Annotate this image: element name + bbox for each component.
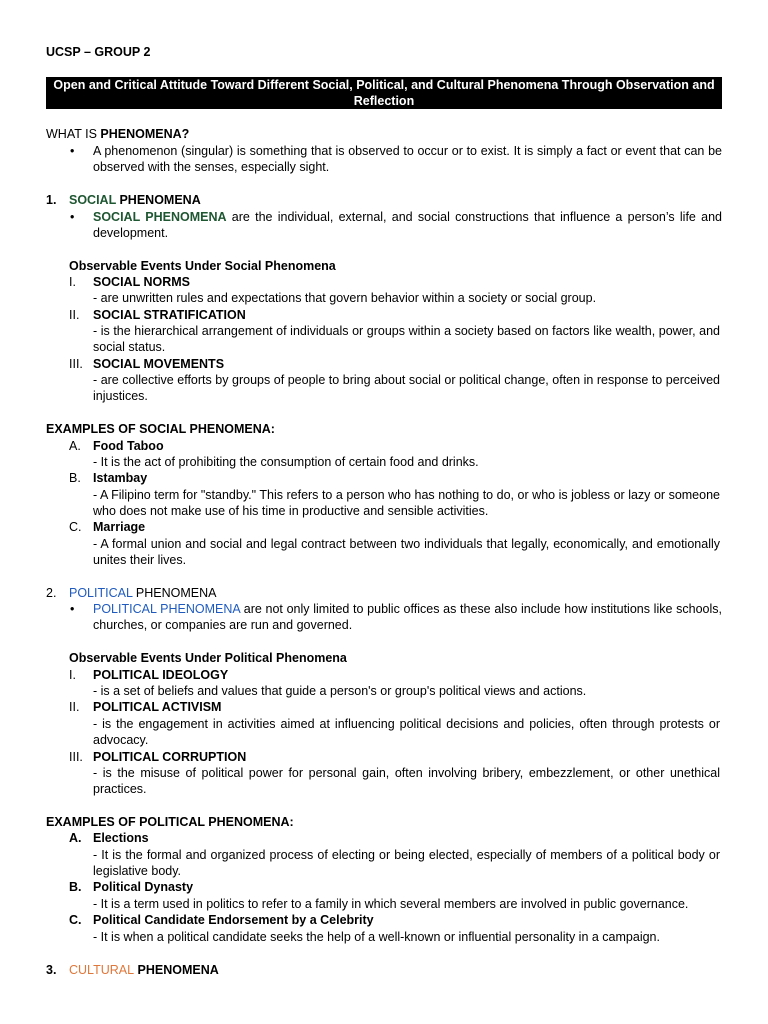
item-letter: A. <box>69 831 82 845</box>
cultural-colored-word: CULTURAL <box>69 963 135 977</box>
item-title: Political Dynasty <box>93 880 194 894</box>
political-event-item <box>46 699 722 715</box>
item-number: I. <box>69 275 76 289</box>
bullet-dot: • <box>70 144 75 158</box>
item-title: POLITICAL CORRUPTION <box>93 750 247 764</box>
item-letter: B. <box>69 471 81 485</box>
social-example-item <box>46 470 722 486</box>
item-number: III. <box>69 750 83 764</box>
social-example-item <box>46 438 722 454</box>
social-term: SOCIAL PHENOMENA <box>93 210 227 224</box>
item-description: - is the engagement in activities aimed at influencing political decisions and policies, often through protests or advocacy. <box>93 717 720 748</box>
item-description: - It is the formal and organized process of electing or being elected, especially of members of a political body or legislative body. <box>93 848 720 879</box>
item-letter: A. <box>69 439 81 453</box>
political-section-heading <box>46 585 722 601</box>
political-example-item <box>46 830 722 846</box>
what-is-heading <box>46 126 722 142</box>
political-example-item <box>46 912 722 928</box>
item-description: - A Filipino term for "standby." This refers to a person who has nothing to do, or who is jobless or lazy or someone who does not make use of his time in productive and sensible activities. <box>93 488 720 519</box>
item-title: Marriage <box>93 520 146 534</box>
section-heading-rest: PHENOMENA <box>116 193 201 207</box>
item-letter: C. <box>69 913 82 927</box>
social-bullet <box>46 209 722 242</box>
item-letter: C. <box>69 520 82 534</box>
item-description: - It is a term used in politics to refer to a family in which several members are involved in public governance. <box>93 897 689 911</box>
section-number: 1. <box>46 193 57 207</box>
social-section-heading <box>46 192 722 208</box>
item-title: SOCIAL MOVEMENTS <box>93 357 225 371</box>
what-is-prefix: WHAT IS <box>46 127 101 141</box>
item-title: POLITICAL ACTIVISM <box>93 700 222 714</box>
item-title: Elections <box>93 831 149 845</box>
item-title: SOCIAL NORMS <box>93 275 190 289</box>
social-bullet-text: are the individual, external, and social constructions that influence a person’s life and development. <box>93 210 722 241</box>
title-bar: Open and Critical Attitude Toward Different Social, Political, and Cultural Phenomena Through Observation and Reflection <box>46 77 722 109</box>
section-heading-rest: PHENOMENA <box>134 963 219 977</box>
political-colored-word: POLITICAL <box>69 586 133 600</box>
definition-bullet <box>46 143 722 176</box>
section-number: 3. <box>46 963 57 977</box>
item-number: II. <box>69 700 80 714</box>
item-number: II. <box>69 308 80 322</box>
bullet-dot: • <box>70 210 75 224</box>
cultural-section-heading <box>46 962 722 978</box>
item-description: - A formal union and social and legal contract between two individuals that legally, economically, and emotionally unites their lives. <box>93 537 720 568</box>
what-is-word: PHENOMENA <box>100 127 182 141</box>
item-description: - It is the act of prohibiting the consumption of certain food and drinks. <box>93 455 479 469</box>
political-bullet-text: are not only limited to public offices as these also include how institutions like schools, churches, or companies are run and governed. <box>93 602 723 633</box>
item-number: I. <box>69 668 76 682</box>
political-term: POLITICAL PHENOMENA <box>93 602 241 616</box>
political-example-item <box>46 879 722 895</box>
item-description: - It is when a political candidate seeks the help of a well-known or influential personality in a campaign. <box>93 930 660 944</box>
item-description: - is a set of beliefs and values that guide a person's or group's political views and actions. <box>93 684 587 698</box>
political-event-item <box>46 749 722 765</box>
what-is-suffix: ? <box>181 127 190 141</box>
item-number: III. <box>69 357 83 371</box>
social-colored-word: SOCIAL <box>69 193 116 207</box>
political-examples-heading: EXAMPLES OF POLITICAL PHENOMENA: <box>46 815 294 829</box>
bullet-dot: • <box>70 602 75 616</box>
item-letter: B. <box>69 880 82 894</box>
section-number: 2. <box>46 586 57 600</box>
item-description: - is the misuse of political power for personal gain, often involving bribery, embezzlement, or other unethical practices. <box>93 766 720 797</box>
item-description: - are collective efforts by groups of people to bring about social or political change, often in response to perceived injustices. <box>93 373 720 404</box>
political-event-item <box>46 667 722 683</box>
item-description: - is the hierarchical arrangement of individuals or groups within a society based on factors like wealth, power, and social status. <box>93 324 720 355</box>
item-title: SOCIAL STRATIFICATION <box>93 308 246 322</box>
definition-text: A phenomenon (singular) is something that is observed to occur or to exist. It is simply a fact or event that can be observed with the senses, especially sight. <box>93 144 722 175</box>
social-events-heading: Observable Events Under Social Phenomena <box>69 259 336 273</box>
social-event-item <box>46 356 722 372</box>
political-bullet <box>46 601 722 634</box>
course-header: UCSP – GROUP 2 <box>46 45 151 59</box>
item-title: POLITICAL IDEOLOGY <box>93 668 229 682</box>
section-heading-rest: PHENOMENA <box>132 586 217 600</box>
social-examples-heading: EXAMPLES OF SOCIAL PHENOMENA: <box>46 422 275 436</box>
item-description: - are unwritten rules and expectations that govern behavior within a society or social group. <box>93 291 597 305</box>
item-title: Food Taboo <box>93 439 164 453</box>
political-events-heading: Observable Events Under Political Phenomena <box>69 651 347 665</box>
item-title: Political Candidate Endorsement by a Celebrity <box>93 913 374 927</box>
social-event-item <box>46 307 722 323</box>
social-event-item <box>46 274 722 290</box>
social-example-item <box>46 519 722 535</box>
item-title: Istambay <box>93 471 148 485</box>
